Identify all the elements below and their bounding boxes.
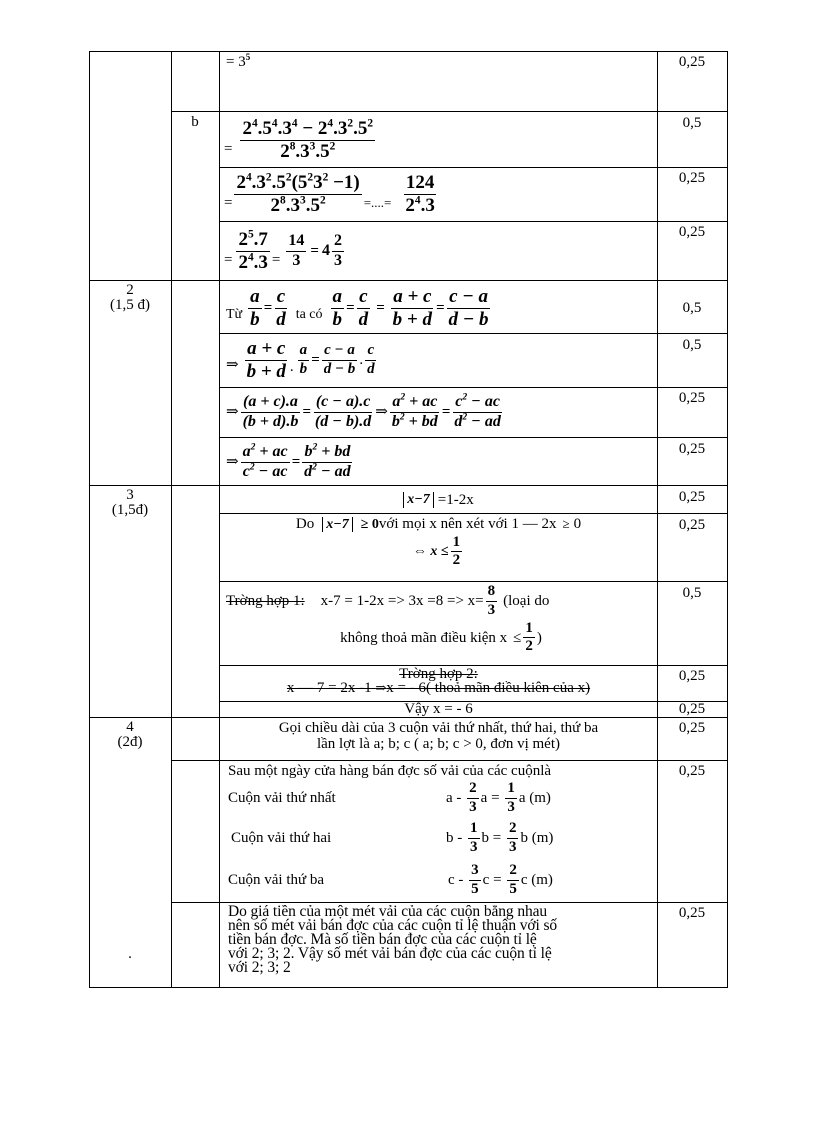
solution-cell: [228, 905, 656, 987]
fraction: $\frac{a}{b}$: [332, 285, 343, 330]
fraction: $\frac{1}{2}$: [452, 533, 461, 569]
row-divider: [171, 760, 728, 761]
case2-label: Trờng hợp 2:: [399, 666, 478, 682]
fraction: $\frac{2}{5}$: [509, 862, 517, 897]
question-number-cell: [89, 488, 171, 518]
reasoning-line: nên số mét vải bán đợc của các cuộn tỉ lệ thuận với số: [228, 917, 558, 934]
row-divider: [171, 111, 728, 112]
text-do: Do: [295, 516, 315, 532]
case1-tail: (loại do: [503, 593, 550, 609]
equals-sign: =: [489, 872, 506, 888]
row-divider: [89, 717, 728, 718]
score-cell: 0,5: [682, 300, 702, 316]
condition-line: [220, 516, 657, 533]
roll-var: a: [446, 790, 453, 806]
solution-cell: [226, 284, 656, 332]
score-cell: 0,25: [678, 905, 706, 921]
fraction: $\frac{c}{d}$: [358, 285, 369, 330]
fraction: $\frac{c}{d}$: [276, 285, 286, 330]
question-points: (1,5 đ): [110, 297, 150, 313]
equals-sign: =: [489, 830, 505, 846]
roll-var: c: [448, 872, 455, 888]
question-number: 2: [126, 282, 134, 298]
fraction: $\frac{1}{3}$: [470, 820, 478, 855]
zero: 0: [573, 516, 582, 532]
roll-result: a (m): [518, 790, 551, 806]
solution-cell: [220, 667, 657, 701]
question-dot: .: [128, 946, 132, 962]
fraction: $\frac{(c - a).c}{(d - b).d}$: [314, 392, 372, 430]
score-cell: 0,5: [682, 115, 702, 131]
text-have: ta có: [295, 307, 323, 323]
solution-cell: [220, 702, 657, 716]
implies-arrow: ⇒: [226, 356, 239, 373]
solution-cell: [224, 223, 654, 279]
fraction: $\frac{1}{2}$: [525, 619, 533, 655]
roll-row: [231, 821, 656, 856]
equals-sign: =: [376, 299, 385, 316]
part-label: [171, 114, 219, 131]
row-divider: [89, 280, 728, 281]
roll-label: Cuộn vải thứ hai: [231, 830, 332, 846]
case2-text: x — 7 = 2x -1: [286, 680, 372, 696]
text-from: Từ: [226, 307, 243, 323]
row-divider: [219, 437, 728, 438]
implies-arrow: ⇒: [226, 403, 239, 420]
score-cell: 0,25: [678, 224, 706, 240]
roll-var: a: [480, 790, 488, 806]
score-cell: 0,25: [678, 720, 706, 736]
score-cell: 0,5: [682, 337, 702, 353]
table-border-bottom: [89, 987, 728, 988]
equals-sign: =: [263, 299, 273, 316]
table-border-right: [727, 51, 728, 988]
reasoning-line: Do giá tiền của một mét vải của các cuộn bằng nhau: [228, 905, 548, 920]
implies-arrow: ⇒: [375, 680, 387, 695]
table-border-top: [89, 51, 728, 52]
roll-result: b (m): [520, 830, 554, 846]
fraction: $\frac{a}{b}$: [299, 341, 308, 377]
fraction: $\frac{c - a}{d - b}$: [323, 341, 356, 377]
question-number-cell: [89, 720, 171, 750]
score-cell: 0,25: [678, 54, 706, 70]
solution-cell: [220, 516, 657, 580]
case1-condition: [226, 621, 656, 656]
solution-cell: [228, 763, 656, 901]
equals-sign: =: [435, 299, 445, 316]
fraction: $\frac{a + c}{b + d}$: [392, 285, 432, 330]
reasoning-line: với 2; 3; 2: [228, 959, 291, 976]
case1-text: x-7 = 1-2x => 3x =8 => x=: [320, 593, 484, 609]
fraction: $\frac{2^4.5^4.3^4 - 2^4.3^2.5^2}{2^8.3^3.5^2}$: [242, 117, 374, 162]
score-cell: 0,25: [678, 517, 706, 533]
equals-sign: =: [224, 140, 233, 157]
fraction: $\frac{c - a}{d - b}$: [448, 285, 489, 330]
fraction: $\frac{1}{3}$: [507, 780, 515, 815]
implies-arrow: ⇒: [375, 403, 388, 420]
question-number: 4: [126, 719, 134, 735]
score-cell: 0,5: [682, 585, 702, 601]
case2-label-line: [220, 667, 657, 681]
minus: -: [454, 872, 468, 888]
equivalence-line: [220, 535, 657, 570]
score-cell: 0,25: [678, 390, 706, 406]
reasoning-line: với 2; 3; 2. Vậy số mét vải bán đợc của các cuộn tỉ lệ: [228, 945, 552, 962]
solution-cell: [226, 54, 646, 71]
condition-text: với mọi x nên xét với 1 — 2x: [378, 516, 557, 532]
fraction: $\frac{2^5.7}{2^4.3}$: [238, 228, 268, 273]
case1-line: [226, 584, 656, 619]
roll-row: [228, 863, 656, 898]
row-divider: [219, 333, 728, 334]
reasoning-line: tiền bán đợc. Mà số tiền bán đợc của các cuộn tỉ lệ: [228, 931, 537, 948]
dot: .: [289, 358, 294, 375]
math-expression: = $3^5$: [226, 52, 251, 70]
fraction: $\frac{14}{3}$: [288, 231, 305, 269]
row-divider: [219, 221, 728, 222]
row-divider: [171, 902, 728, 903]
equals-sign: =: [487, 790, 504, 806]
part-b-label: b: [191, 114, 199, 130]
row-divider: [219, 387, 728, 388]
roll-label: Cuộn vải thứ nhất: [228, 790, 336, 806]
ge-zero: ≥ 0: [360, 516, 379, 532]
roll-var: b: [446, 830, 454, 846]
case1-text2: không thoả mãn điều kiện x: [340, 629, 508, 646]
absolute-value: x−7: [322, 517, 352, 532]
fraction: $\frac{8}{3}$: [487, 583, 496, 618]
fraction: $\frac{2}{3}$: [469, 780, 477, 815]
equals-sign: =: [310, 242, 319, 259]
equals-sign: =: [271, 251, 281, 268]
implies-arrow: ⇒: [226, 453, 239, 470]
fraction: $\frac{a + c}{b + d}$: [246, 337, 286, 382]
equals-sign: =: [224, 194, 233, 211]
equation-rhs: =1-2x: [437, 491, 474, 508]
case2-text2: x = - 6( thoả mãn điều kiên của x): [386, 680, 591, 696]
roll-row: [228, 781, 656, 816]
case2-line: [220, 681, 657, 695]
case1-label: Trờng hợp 1:: [226, 593, 305, 609]
dot: .: [359, 351, 364, 368]
solution-cell: [220, 488, 657, 512]
mixed-whole: 4: [321, 242, 330, 260]
roll-var: c: [482, 872, 490, 888]
question-points: (2đ): [117, 734, 143, 750]
roll-result: c (m): [520, 872, 553, 888]
fraction: $\frac{a^2 + ac}{b^2 + bd}$: [391, 391, 438, 430]
solution-cell: [224, 114, 654, 166]
score-cell: 0,25: [678, 441, 706, 457]
fraction: $\frac{2}{3}$: [508, 820, 517, 855]
fraction: $\frac{2}{3}$: [333, 231, 342, 269]
fraction: $\frac{b^2 + bd}{d^2 - ad}$: [304, 441, 351, 480]
score-cell: 0,25: [678, 489, 706, 505]
score-cell: 0,25: [678, 702, 706, 717]
fraction: $\frac{3}{5}$: [471, 862, 479, 897]
question-number-cell: [89, 283, 171, 313]
fraction: $\frac{c^2 - ac}{d^2 - ad}$: [454, 391, 501, 430]
fraction: $\frac{a}{b}$: [250, 285, 260, 330]
intro-line-1: Gọi chiều dài của 3 cuộn vải thứ nhất, thứ hai, thứ ba: [278, 720, 599, 736]
equals-sign: =: [311, 351, 320, 368]
solution-cell: [226, 584, 656, 664]
fraction: $\frac{a^2 + ac}{c^2 - ac}$: [242, 441, 288, 480]
table-border-left: [89, 51, 90, 988]
solution-cell: [226, 439, 656, 485]
score-cell: 0,25: [678, 668, 706, 684]
equals-sign: =: [346, 299, 355, 316]
row-divider: [219, 513, 728, 514]
equals-sign: =: [224, 251, 233, 268]
row-divider: [219, 581, 728, 582]
solution-cell: [226, 335, 656, 385]
fraction: $\frac{124}{2^4.3}$: [405, 171, 435, 216]
absolute-value: x−7: [403, 492, 433, 507]
equiv-expr: ⇔ x ≤: [412, 544, 449, 560]
conclusion-text: Vậy x = - 6: [404, 702, 473, 716]
question-points: (1,5đ): [111, 502, 149, 518]
ellipsis-equals: =....=: [363, 194, 392, 210]
row-divider: [89, 485, 728, 486]
minus: -: [453, 830, 466, 846]
solution-cell: [226, 389, 656, 435]
le-sign: ≤: [513, 629, 522, 646]
equals-sign: =: [302, 403, 311, 420]
roll-var: b: [481, 830, 489, 846]
ge-sign: ≥: [562, 516, 570, 532]
fraction: $\frac{2^4.3^2.5^2(5^23^2 -1)}{2^8.3^3.5^2}$: [236, 171, 360, 216]
score-cell: 0,25: [678, 763, 706, 779]
close-paren: ): [536, 629, 542, 646]
solution-cell: [224, 168, 654, 220]
fraction: $\frac{c}{d}$: [367, 341, 375, 377]
equals-sign: =: [441, 403, 451, 420]
equals-sign: =: [291, 453, 301, 470]
roll-label: Cuộn vải thứ ba: [228, 872, 325, 888]
score-cell: 0,25: [678, 170, 706, 186]
fraction: $\frac{(a + c).a}{(b + d).b}$: [242, 392, 299, 430]
question-number: 3: [126, 487, 134, 503]
intro-line-2: lần lợt là a; b; c ( a; b; c > 0, đơn vị mét): [316, 736, 560, 752]
sales-intro: Sau một ngày cửa hàng bán đợc số vải của các cuộnlà: [228, 763, 552, 779]
solution-cell: [220, 720, 657, 752]
minus: -: [452, 790, 466, 806]
column-divider-part: [171, 51, 172, 988]
